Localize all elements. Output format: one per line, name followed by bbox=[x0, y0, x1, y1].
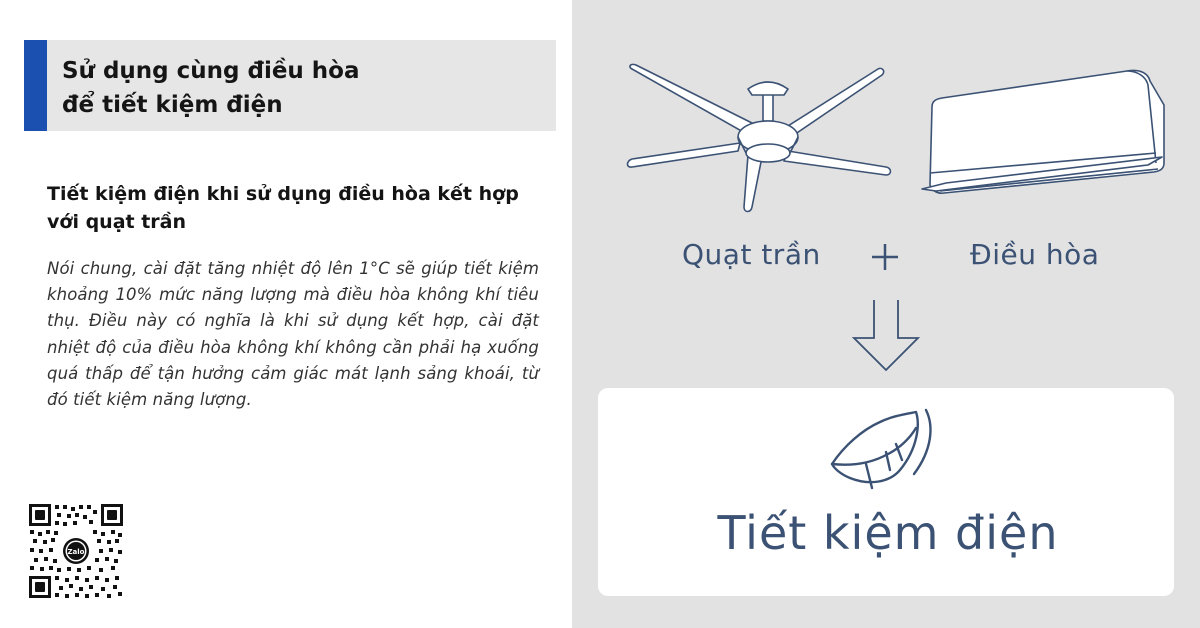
ceiling-fan-icon bbox=[620, 55, 900, 215]
down-arrow-icon bbox=[850, 298, 922, 374]
page-title-line-1: Sử dụng cùng điều hòa bbox=[62, 58, 360, 84]
fan-label: Quạt trần bbox=[682, 238, 821, 271]
section-heading-line-2: với quạt trần bbox=[47, 211, 187, 233]
qr-code bbox=[27, 502, 125, 600]
plus-icon bbox=[868, 240, 902, 274]
body-paragraph: Nói chung, cài đặt tăng nhiệt độ lên 1°C sẽ giúp tiết kiệm khoảng 10% mức năng lượng mà điều hòa không khí tiêu thụ. Điều này có nghĩa là khi sử dụng kết hợp, cài đặt nhiệt độ của điều hòa không khí không cần phải hạ xuống quá thấp để tận hưởng cảm giác mát lạnh sảng khoái, từ đó tiết kiệm năng lượng. bbox=[47, 259, 539, 410]
page-title bbox=[62, 54, 532, 122]
title-box bbox=[24, 40, 556, 131]
title-accent-bar bbox=[24, 40, 47, 131]
page-title-line-2: để tiết kiệm điện bbox=[62, 92, 283, 118]
left-panel bbox=[0, 0, 572, 628]
result-label: Tiết kiệm điện bbox=[717, 506, 1059, 560]
qr-logo-text: Zalo bbox=[67, 548, 85, 556]
air-conditioner-icon bbox=[912, 65, 1174, 205]
section-heading-line-1: Tiết kiệm điện khi sử dụng điều hòa kết hợp bbox=[47, 183, 519, 205]
leaf-icon bbox=[830, 408, 940, 494]
section-heading bbox=[47, 180, 542, 236]
ac-label: Điều hòa bbox=[970, 238, 1100, 271]
result-card bbox=[598, 388, 1174, 596]
